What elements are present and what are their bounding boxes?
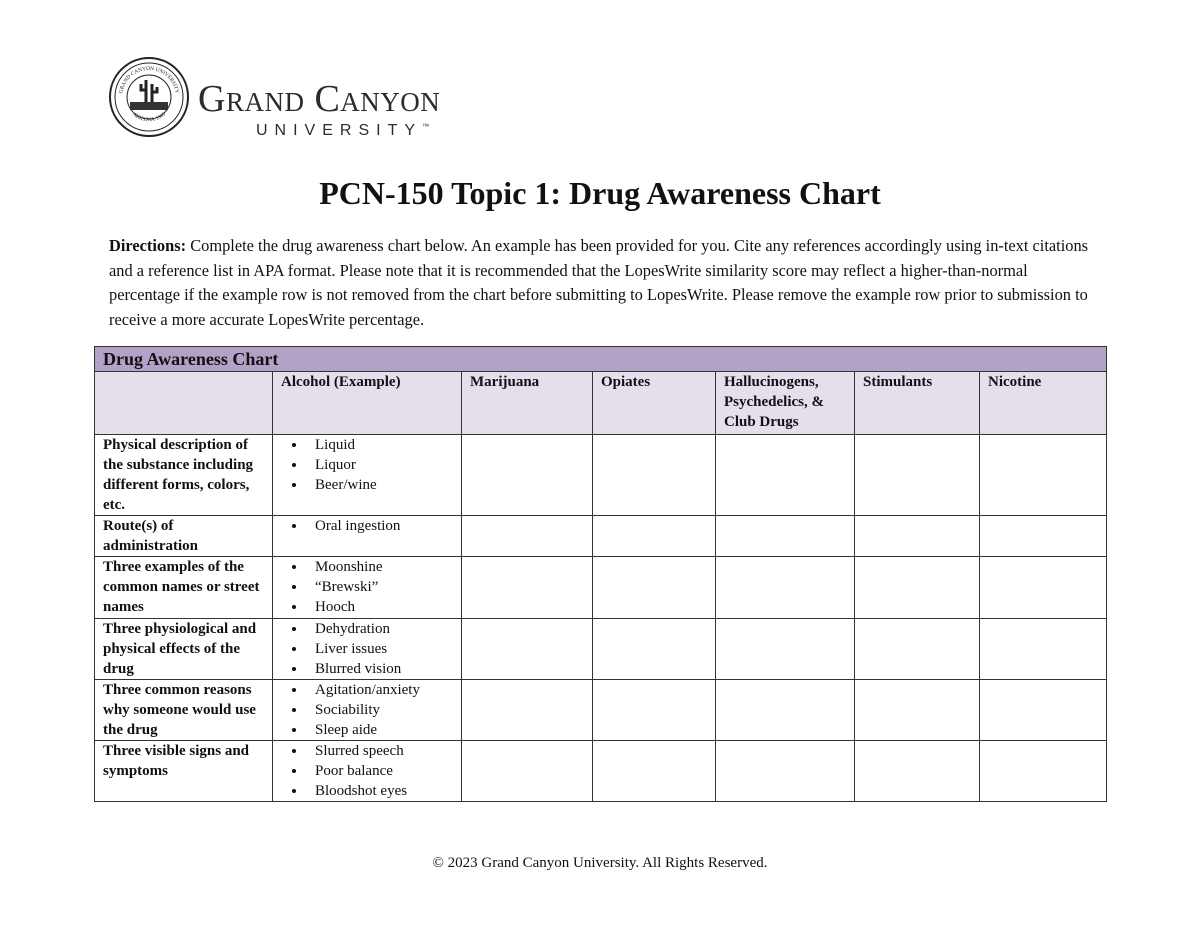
svg-text:ARIZONA 1949	[131, 111, 167, 123]
empty-cell[interactable]	[462, 557, 593, 619]
empty-cell[interactable]	[855, 741, 980, 802]
page-title: PCN-150 Topic 1: Drug Awareness Chart	[319, 175, 881, 211]
example-cell	[273, 680, 462, 741]
directions-label: Directions:	[109, 236, 187, 255]
empty-cell[interactable]	[716, 557, 855, 619]
row-label: Three common reasons why someone would use the drug	[95, 680, 273, 741]
example-cell	[273, 619, 462, 680]
list-item: • Blurred vision	[307, 659, 453, 679]
empty-cell[interactable]	[980, 619, 1107, 680]
empty-cell[interactable]	[855, 557, 980, 619]
list-item: • Liquid	[307, 435, 453, 455]
column-header	[95, 372, 273, 435]
empty-cell[interactable]	[593, 516, 716, 557]
empty-cell[interactable]	[716, 435, 855, 516]
empty-cell[interactable]	[980, 516, 1107, 557]
list-item: • Liver issues	[307, 639, 453, 659]
list-item: • “Brewski”	[307, 577, 453, 597]
column-header: Nicotine	[980, 372, 1107, 435]
empty-cell[interactable]	[855, 619, 980, 680]
empty-cell[interactable]	[980, 435, 1107, 516]
empty-cell[interactable]	[980, 557, 1107, 619]
empty-cell[interactable]	[980, 741, 1107, 802]
directions-paragraph	[109, 234, 1099, 332]
empty-cell[interactable]	[716, 619, 855, 680]
empty-cell[interactable]	[855, 435, 980, 516]
empty-cell[interactable]	[980, 680, 1107, 741]
table-row	[95, 557, 1107, 619]
empty-cell[interactable]	[716, 516, 855, 557]
empty-cell[interactable]	[593, 435, 716, 516]
wordmark	[198, 80, 440, 140]
empty-cell[interactable]	[593, 741, 716, 802]
table-row	[95, 680, 1107, 741]
empty-cell[interactable]	[593, 619, 716, 680]
list-item: • Oral ingestion	[307, 516, 453, 536]
seal-top-text: GRAND CANYON UNIVERSITY	[118, 65, 180, 95]
row-label: Three physiological and physical effects of the drug	[95, 619, 273, 680]
table-row	[95, 516, 1107, 557]
list-item: • Liquor	[307, 455, 453, 475]
empty-cell[interactable]	[593, 557, 716, 619]
row-label: Three visible signs and symptoms	[95, 741, 273, 802]
empty-cell[interactable]	[716, 741, 855, 802]
copyright-footer: © 2023 Grand Canyon University. All Rights Reserved.	[432, 855, 768, 871]
list-item: • Hooch	[307, 597, 453, 617]
wordmark-bottom: UNIVERSITY™	[256, 122, 430, 139]
empty-cell[interactable]	[462, 516, 593, 557]
directions-text: Complete the drug awareness chart below. An example has been provided for you. Cite any references accordingly using in-text citations and a reference list in APA format. Please note that it is recommended that the LopesWrite similarity score may reflect a higher-than-normal percentage if the example row is not removed from the chart before submitting to LopesWrite. Please remove the example row prior to submission to receive a more accurate LopesWrite percentage.	[109, 236, 1089, 329]
table-row	[95, 435, 1107, 516]
empty-cell[interactable]	[462, 680, 593, 741]
list-item: • Dehydration	[307, 619, 453, 639]
empty-cell[interactable]	[462, 435, 593, 516]
wordmark-top: Grand Canyon	[198, 78, 441, 120]
example-cell	[273, 741, 462, 802]
example-cell	[273, 516, 462, 557]
list-item: • Sleep aide	[307, 720, 453, 740]
list-item: • Beer/wine	[307, 475, 453, 495]
column-header: Hallucinogens, Psychedelics, & Club Drugs	[716, 372, 855, 435]
example-cell	[273, 435, 462, 516]
table-caption: Drug Awareness Chart	[95, 347, 1107, 372]
empty-cell[interactable]	[462, 619, 593, 680]
gcu-seal-icon	[108, 56, 190, 138]
empty-cell[interactable]	[462, 741, 593, 802]
list-item: • Sociability	[307, 700, 453, 720]
list-item: • Poor balance	[307, 761, 453, 781]
example-cell	[273, 557, 462, 619]
university-logo	[108, 56, 488, 142]
row-label: Physical description of the substance including different forms, colors, etc.	[95, 435, 273, 516]
list-item: • Slurred speech	[307, 741, 453, 761]
empty-cell[interactable]	[855, 516, 980, 557]
column-header: Alcohol (Example)	[273, 372, 462, 435]
column-header: Opiates	[593, 372, 716, 435]
list-item: • Agitation/anxiety	[307, 680, 453, 700]
column-header: Stimulants	[855, 372, 980, 435]
row-label: Three examples of the common names or street names	[95, 557, 273, 619]
list-item: • Bloodshot eyes	[307, 781, 453, 801]
column-header: Marijuana	[462, 372, 593, 435]
table-row	[95, 619, 1107, 680]
drug-awareness-table	[94, 346, 1107, 802]
row-label: Route(s) of administration	[95, 516, 273, 557]
seal-bottom-text: ARIZONA 1949	[131, 111, 167, 124]
table-row	[95, 741, 1107, 802]
list-item: • Moonshine	[307, 557, 453, 577]
empty-cell[interactable]	[716, 680, 855, 741]
empty-cell[interactable]	[855, 680, 980, 741]
empty-cell[interactable]	[593, 680, 716, 741]
